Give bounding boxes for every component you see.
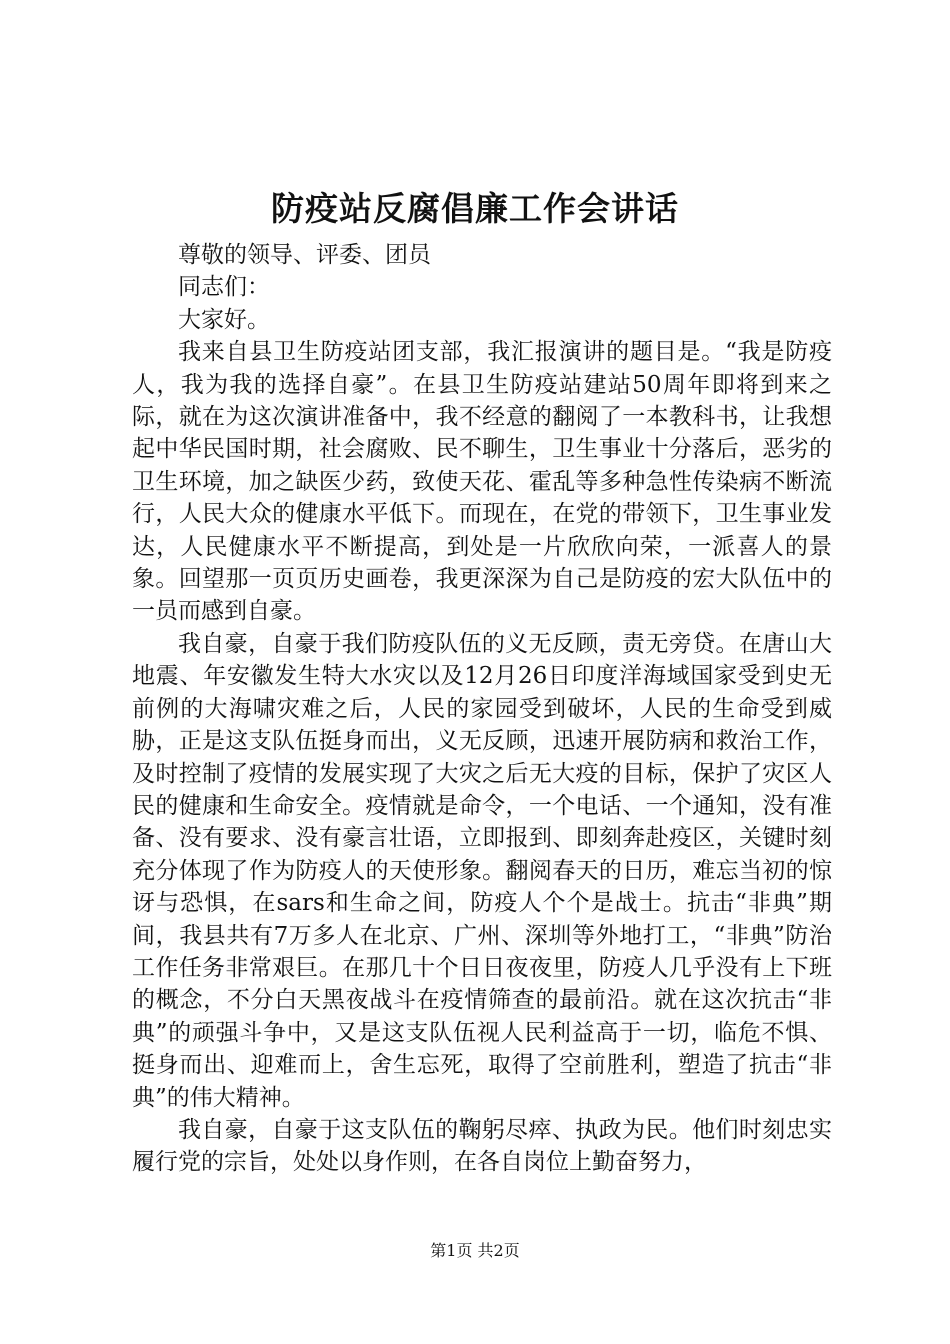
salutation-line: 同志们： xyxy=(178,274,270,301)
body-paragraph: 我自豪，自豪于我们防疫队伍的义无反顾，责无旁贷。在唐山大地震、年安徽发生特大水灾以及12月26日印度洋海域国家受到史无前例的大海啸灾难之后，人民的家园受到破坏，人民的生命受到威胁，正是这支队伍挺身而出，义无反顾，迅速开展防病和救治工作，及时控制了疫情的发展实现了大灾之后无大疫的目标，保护了灾区人民的健康和生命安全。疫情就是命令，一个电话、一个通知，没有准备、没有要求、没有豪言壮语，立即报到、即刻奔赴疫区，关键时刻充分体现了作为防疫人的天使形象。翻阅春天的日历，难忘当初的惊讶与恐惧，在sars和生命之间，防疫人个个是战士。抗击“非典”期间，我县共有7万多人在北京、广州、深圳等外地打工，“非典”防治工作任务非常艰巨。在那几十个日日夜夜里，防疫人几乎没有上下班的概念，不分白天黑夜战斗在疫情筛查的最前沿。就在这次抗击“非典”的顽强斗争中，又是这支队伍视人民利益高于一切，临危不惧、挺身而出、迎难而上，舍生忘死，取得了空前胜利，塑造了抗击“非典”的伟大精神。 xyxy=(132,630,832,1111)
greeting-line: 大家好。 xyxy=(178,306,270,333)
document-body xyxy=(132,239,832,1179)
page-footer: 第1页 共2页 xyxy=(430,1241,520,1260)
body-paragraph: 我自豪，自豪于这支队伍的鞠躬尽瘁、执政为民。他们时刻忠实履行党的宗旨，处处以身作则，在各自岗位上勤奋努力， xyxy=(132,1116,832,1176)
body-paragraph: 我来自县卫生防疫站团支部，我汇报演讲的题目是。“我是防疫人，我为我的选择自豪”。在县卫生防疫站建站50周年即将到来之际，就在为这次演讲准备中，我不经意的翻阅了一本教科书，让我想起中华民国时期，社会腐败、民不聊生，卫生事业十分落后，恶劣的卫生环境，加之缺医少药，致使天花、霍乱等多种急性传染病不断流行，人民大众的健康水平低下。而现在，在党的带领下，卫生事业发达，人民健康水平不断提高，到处是一片欣欣向荣，一派喜人的景象。回望那一页页历史画卷，我更深深为自己是防疫的宏大队伍中的一员而感到自豪。 xyxy=(132,339,832,625)
salutation-line: 尊敬的领导、评委、团员 xyxy=(178,242,431,268)
document-title: 防疫站反腐倡廉工作会讲话 xyxy=(271,189,679,228)
